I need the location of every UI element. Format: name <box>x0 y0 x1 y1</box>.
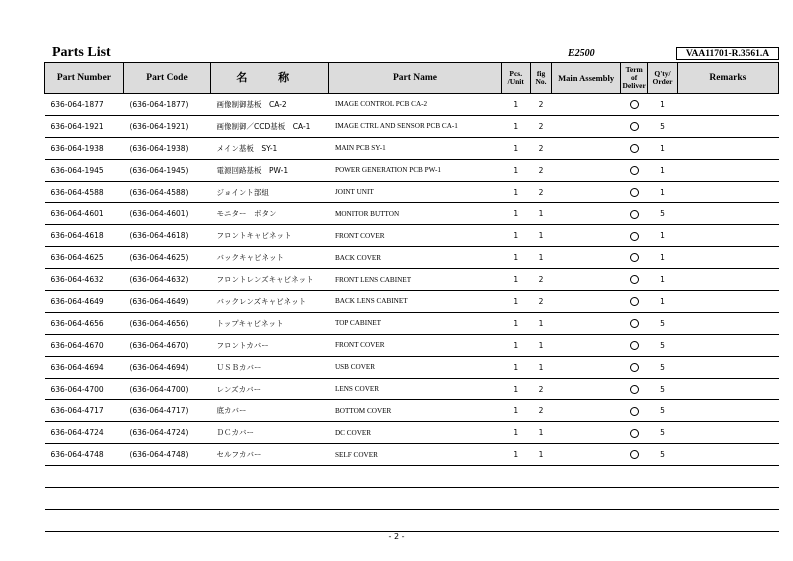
cell-part-number: 636-064-4625 <box>45 247 124 269</box>
cell-term-of-delivery <box>621 334 648 356</box>
cell-part-name: DC COVER <box>329 422 501 444</box>
cell-pcs-unit: 1 <box>501 181 530 203</box>
cell-part-name: JOINT UNIT <box>329 181 501 203</box>
cell-part-code: (636-064-1877) <box>123 94 210 116</box>
cell-part-number: 636-064-4670 <box>45 334 124 356</box>
cell-name-jp: レンズカバー <box>211 378 329 400</box>
cell-fig-no <box>530 509 551 531</box>
cell-pcs-unit: 1 <box>501 159 530 181</box>
cell-term-of-delivery <box>621 203 648 225</box>
table-row <box>45 137 779 159</box>
cell-term-of-delivery <box>621 181 648 203</box>
cell-part-number: 636-064-4618 <box>45 225 124 247</box>
cell-part-number: 636-064-1938 <box>45 137 124 159</box>
cell-main-assembly <box>552 225 621 247</box>
circle-mark-icon <box>630 319 639 328</box>
cell-name-jp: フロントキャビネット <box>211 225 329 247</box>
circle-mark-icon <box>630 166 639 175</box>
cell-fig-no: 2 <box>530 269 551 291</box>
cell-name-jp: トップキャビネット <box>211 312 329 334</box>
cell-part-number <box>45 509 124 531</box>
table-row <box>45 422 779 444</box>
circle-mark-icon <box>630 144 639 153</box>
cell-fig-no: 1 <box>530 356 551 378</box>
cell-qty-order: 1 <box>648 94 677 116</box>
header-fig-no: fig No. <box>530 63 551 94</box>
table-row <box>45 334 779 356</box>
cell-fig-no: 1 <box>530 422 551 444</box>
cell-fig-no: 1 <box>530 225 551 247</box>
cell-pcs-unit: 1 <box>501 444 530 466</box>
cell-main-assembly <box>552 137 621 159</box>
cell-qty-order: 1 <box>648 269 677 291</box>
cell-qty-order: 1 <box>648 247 677 269</box>
cell-qty-order: 5 <box>648 422 677 444</box>
cell-name-jp: 底カバー <box>211 400 329 422</box>
cell-name-jp: モニター ボタン <box>211 203 329 225</box>
cell-part-number: 636-064-4694 <box>45 356 124 378</box>
cell-main-assembly <box>552 444 621 466</box>
cell-qty-order <box>648 466 677 488</box>
circle-mark-icon <box>630 341 639 350</box>
circle-mark-icon <box>630 363 639 372</box>
cell-part-number <box>45 466 124 488</box>
cell-main-assembly <box>552 94 621 116</box>
cell-part-name: BACK COVER <box>329 247 501 269</box>
cell-part-code <box>123 466 210 488</box>
cell-part-code: (636-064-4670) <box>123 334 210 356</box>
cell-remarks <box>677 269 778 291</box>
cell-fig-no: 1 <box>530 203 551 225</box>
header-part-number: Part Number <box>45 63 124 94</box>
cell-remarks <box>677 378 778 400</box>
cell-main-assembly <box>552 356 621 378</box>
cell-part-name <box>329 509 501 531</box>
cell-main-assembly <box>552 269 621 291</box>
cell-pcs-unit: 1 <box>501 225 530 247</box>
header-part-code: Part Code <box>123 63 210 94</box>
cell-pcs-unit: 1 <box>501 334 530 356</box>
document-number: VAA11701-R.3561.A <box>676 47 779 60</box>
cell-term-of-delivery <box>621 444 648 466</box>
cell-part-code: (636-064-4700) <box>123 378 210 400</box>
cell-remarks <box>677 247 778 269</box>
cell-part-number <box>45 488 124 510</box>
cell-qty-order: 1 <box>648 291 677 313</box>
cell-part-code: (636-064-4649) <box>123 291 210 313</box>
cell-remarks <box>677 203 778 225</box>
cell-part-number: 636-064-1877 <box>45 94 124 116</box>
cell-qty-order: 1 <box>648 159 677 181</box>
cell-remarks <box>677 291 778 313</box>
cell-remarks <box>677 488 778 510</box>
table-row <box>45 444 779 466</box>
cell-term-of-delivery <box>621 509 648 531</box>
cell-main-assembly <box>552 247 621 269</box>
circle-mark-icon <box>630 385 639 394</box>
cell-part-name: FRONT COVER <box>329 225 501 247</box>
cell-name-jp <box>211 488 329 510</box>
cell-part-number: 636-064-4588 <box>45 181 124 203</box>
circle-mark-icon <box>630 100 639 109</box>
circle-mark-icon <box>630 275 639 284</box>
cell-name-jp: バックレンズキャビネット <box>211 291 329 313</box>
cell-part-name: IMAGE CONTROL PCB CA-2 <box>329 94 501 116</box>
cell-main-assembly <box>552 181 621 203</box>
table-row <box>45 247 779 269</box>
table-row <box>45 400 779 422</box>
cell-fig-no: 2 <box>530 94 551 116</box>
cell-part-number: 636-064-4717 <box>45 400 124 422</box>
cell-term-of-delivery <box>621 312 648 334</box>
cell-name-jp: 画像制御基板 CA-2 <box>211 94 329 116</box>
cell-main-assembly <box>552 488 621 510</box>
cell-part-code: (636-064-4632) <box>123 269 210 291</box>
cell-main-assembly <box>552 115 621 137</box>
cell-part-name: IMAGE CTRL AND SENSOR PCB CA-1 <box>329 115 501 137</box>
table-row <box>45 312 779 334</box>
cell-part-code: (636-064-4724) <box>123 422 210 444</box>
cell-main-assembly <box>552 378 621 400</box>
cell-part-code: (636-064-1945) <box>123 159 210 181</box>
cell-qty-order: 5 <box>648 312 677 334</box>
cell-name-jp: ＵＳＢカバー <box>211 356 329 378</box>
circle-mark-icon <box>630 210 639 219</box>
cell-remarks <box>677 115 778 137</box>
cell-remarks <box>677 159 778 181</box>
cell-part-name: MONITOR BUTTON <box>329 203 501 225</box>
cell-remarks <box>677 444 778 466</box>
cell-term-of-delivery <box>621 247 648 269</box>
cell-qty-order: 5 <box>648 334 677 356</box>
cell-part-code: (636-064-4601) <box>123 203 210 225</box>
table-row <box>45 269 779 291</box>
cell-pcs-unit: 1 <box>501 247 530 269</box>
cell-qty-order: 5 <box>648 378 677 400</box>
cell-fig-no: 2 <box>530 159 551 181</box>
cell-remarks <box>677 422 778 444</box>
circle-mark-icon <box>630 253 639 262</box>
page-number: - 2 - <box>388 532 405 541</box>
cell-pcs-unit: 1 <box>501 400 530 422</box>
cell-pcs-unit: 1 <box>501 356 530 378</box>
cell-part-name: USB COVER <box>329 356 501 378</box>
cell-part-name <box>329 488 501 510</box>
parts-table <box>44 62 779 532</box>
cell-remarks <box>677 181 778 203</box>
cell-pcs-unit: 1 <box>501 203 530 225</box>
circle-mark-icon <box>630 297 639 306</box>
cell-part-number: 636-064-4700 <box>45 378 124 400</box>
cell-fig-no: 2 <box>530 181 551 203</box>
cell-remarks <box>677 334 778 356</box>
table-row <box>45 291 779 313</box>
circle-mark-icon <box>630 188 639 197</box>
cell-remarks <box>677 509 778 531</box>
cell-term-of-delivery <box>621 356 648 378</box>
cell-part-name: SELF COVER <box>329 444 501 466</box>
table-row <box>45 159 779 181</box>
header-term-of-delivery: Term of Deliver <box>621 63 648 94</box>
cell-part-code: (636-064-4717) <box>123 400 210 422</box>
cell-remarks <box>677 94 778 116</box>
cell-main-assembly <box>552 509 621 531</box>
cell-name-jp: 画像制御／CCD基板 CA-1 <box>211 115 329 137</box>
table-row <box>45 378 779 400</box>
cell-part-number: 636-064-4656 <box>45 312 124 334</box>
cell-part-code: (636-064-4748) <box>123 444 210 466</box>
table-row <box>45 203 779 225</box>
cell-part-name: MAIN PCB SY-1 <box>329 137 501 159</box>
cell-qty-order: 5 <box>648 444 677 466</box>
table-header-row <box>45 63 779 94</box>
header-main-assembly: Main Assembly <box>552 63 621 94</box>
cell-name-jp <box>211 509 329 531</box>
cell-part-code: (636-064-4588) <box>123 181 210 203</box>
cell-term-of-delivery <box>621 422 648 444</box>
cell-part-code: (636-064-4625) <box>123 247 210 269</box>
cell-main-assembly <box>552 400 621 422</box>
cell-term-of-delivery <box>621 269 648 291</box>
table-row <box>45 225 779 247</box>
cell-term-of-delivery <box>621 159 648 181</box>
cell-part-name: LENS COVER <box>329 378 501 400</box>
table-row <box>45 509 779 531</box>
cell-qty-order: 1 <box>648 137 677 159</box>
header-part-name: Part Name <box>329 63 501 94</box>
cell-name-jp: メイン基板 SY-1 <box>211 137 329 159</box>
cell-term-of-delivery <box>621 115 648 137</box>
cell-part-code: (636-064-4618) <box>123 225 210 247</box>
cell-pcs-unit: 1 <box>501 137 530 159</box>
circle-mark-icon <box>630 429 639 438</box>
cell-part-name: POWER GENERATION PCB PW-1 <box>329 159 501 181</box>
cell-name-jp: フロントレンズキャビネット <box>211 269 329 291</box>
cell-part-name: BACK LENS CABINET <box>329 291 501 313</box>
cell-pcs-unit: 1 <box>501 115 530 137</box>
cell-fig-no: 2 <box>530 378 551 400</box>
cell-term-of-delivery <box>621 137 648 159</box>
cell-term-of-delivery <box>621 225 648 247</box>
cell-pcs-unit <box>501 509 530 531</box>
cell-part-name: FRONT COVER <box>329 334 501 356</box>
cell-part-name: TOP CABINET <box>329 312 501 334</box>
cell-qty-order: 5 <box>648 115 677 137</box>
cell-qty-order: 5 <box>648 356 677 378</box>
cell-fig-no <box>530 466 551 488</box>
cell-fig-no: 2 <box>530 115 551 137</box>
table-row <box>45 488 779 510</box>
cell-name-jp: バックキャビネット <box>211 247 329 269</box>
cell-main-assembly <box>552 203 621 225</box>
cell-fig-no: 2 <box>530 291 551 313</box>
cell-qty-order <box>648 509 677 531</box>
cell-part-name: FRONT LENS CABINET <box>329 269 501 291</box>
cell-qty-order: 1 <box>648 181 677 203</box>
cell-pcs-unit: 1 <box>501 312 530 334</box>
cell-fig-no: 1 <box>530 444 551 466</box>
circle-mark-icon <box>630 122 639 131</box>
cell-pcs-unit <box>501 466 530 488</box>
page-title: Parts List <box>52 45 111 60</box>
cell-part-number: 636-064-4649 <box>45 291 124 313</box>
cell-main-assembly <box>552 312 621 334</box>
cell-part-code: (636-064-1938) <box>123 137 210 159</box>
cell-qty-order: 5 <box>648 400 677 422</box>
cell-name-jp: ＤＣカバー <box>211 422 329 444</box>
cell-term-of-delivery <box>621 378 648 400</box>
cell-remarks <box>677 356 778 378</box>
cell-part-code <box>123 509 210 531</box>
cell-pcs-unit: 1 <box>501 378 530 400</box>
circle-mark-icon <box>630 407 639 416</box>
cell-fig-no: 1 <box>530 312 551 334</box>
cell-term-of-delivery <box>621 291 648 313</box>
cell-part-number: 636-064-1945 <box>45 159 124 181</box>
cell-remarks <box>677 137 778 159</box>
circle-mark-icon <box>630 450 639 459</box>
header-remarks: Remarks <box>677 63 778 94</box>
cell-part-code: (636-064-4694) <box>123 356 210 378</box>
cell-qty-order: 1 <box>648 225 677 247</box>
cell-remarks <box>677 400 778 422</box>
cell-main-assembly <box>552 159 621 181</box>
cell-name-jp: 電源回路基板 PW-1 <box>211 159 329 181</box>
cell-part-number: 636-064-4601 <box>45 203 124 225</box>
cell-name-jp: セルフカバー <box>211 444 329 466</box>
table-row <box>45 356 779 378</box>
cell-term-of-delivery <box>621 466 648 488</box>
cell-main-assembly <box>552 291 621 313</box>
cell-main-assembly <box>552 466 621 488</box>
cell-remarks <box>677 312 778 334</box>
cell-part-number: 636-064-4748 <box>45 444 124 466</box>
model-name: E2500 <box>568 48 595 59</box>
table-row <box>45 466 779 488</box>
cell-fig-no <box>530 488 551 510</box>
cell-name-jp <box>211 466 329 488</box>
cell-term-of-delivery <box>621 488 648 510</box>
cell-remarks <box>677 225 778 247</box>
header-name-jp: 名 称 <box>211 63 329 94</box>
cell-pcs-unit: 1 <box>501 269 530 291</box>
cell-name-jp: フロントカバー <box>211 334 329 356</box>
cell-pcs-unit <box>501 488 530 510</box>
cell-part-code: (636-064-1921) <box>123 115 210 137</box>
table-row <box>45 181 779 203</box>
cell-qty-order: 5 <box>648 203 677 225</box>
cell-part-name <box>329 466 501 488</box>
cell-part-code <box>123 488 210 510</box>
cell-pcs-unit: 1 <box>501 291 530 313</box>
header-qty-order: Q'ty/ Order <box>648 63 677 94</box>
cell-pcs-unit: 1 <box>501 94 530 116</box>
cell-part-code: (636-064-4656) <box>123 312 210 334</box>
table-row <box>45 115 779 137</box>
header-pcs-unit: Pcs. /Unit <box>501 63 530 94</box>
cell-main-assembly <box>552 334 621 356</box>
cell-remarks <box>677 466 778 488</box>
cell-fig-no: 2 <box>530 137 551 159</box>
cell-name-jp: ジョイント部組 <box>211 181 329 203</box>
cell-fig-no: 2 <box>530 400 551 422</box>
cell-qty-order <box>648 488 677 510</box>
cell-part-name: BOTTOM COVER <box>329 400 501 422</box>
cell-term-of-delivery <box>621 400 648 422</box>
cell-term-of-delivery <box>621 94 648 116</box>
circle-mark-icon <box>630 232 639 241</box>
cell-part-number: 636-064-4632 <box>45 269 124 291</box>
cell-part-number: 636-064-4724 <box>45 422 124 444</box>
cell-fig-no: 1 <box>530 247 551 269</box>
cell-fig-no: 1 <box>530 334 551 356</box>
cell-main-assembly <box>552 422 621 444</box>
table-row <box>45 94 779 116</box>
cell-part-number: 636-064-1921 <box>45 115 124 137</box>
cell-pcs-unit: 1 <box>501 422 530 444</box>
